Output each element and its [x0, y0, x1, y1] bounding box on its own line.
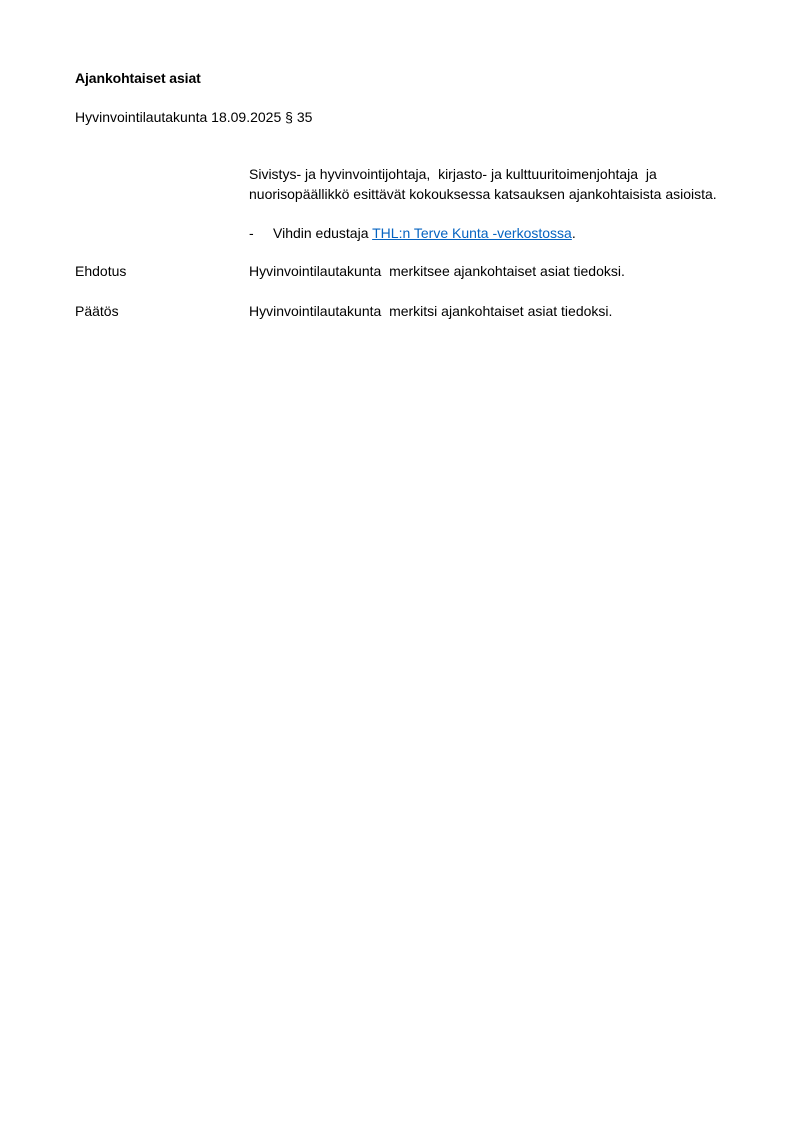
bullet-marker: - [249, 225, 254, 241]
decision-text-paatos: Hyvinvointilautakunta merkitsi ajankohtaiset asiat tiedoksi. [249, 303, 613, 319]
document-heading: Ajankohtaiset asiat [75, 70, 201, 86]
body-paragraph-line: nuorisopäällikkö esittävät kokouksessa katsauksen ajankohtaisista asioista. [249, 186, 717, 202]
bullet-text [273, 223, 576, 243]
decision-text-ehdotus: Hyvinvointilautakunta merkitsee ajankohtaiset asiat tiedoksi. [249, 263, 625, 279]
body-paragraph [249, 164, 754, 204]
bullet-item [249, 223, 576, 243]
terve-kunta-link[interactable]: THL:n Terve Kunta -verkostossa [372, 225, 572, 241]
body-paragraph-line: Sivistys- ja hyvinvointijohtaja, kirjasto- ja kulttuuritoimenjohtaja ja [249, 166, 657, 182]
committee-date-line: Hyvinvointilautakunta 18.09.2025 § 35 [75, 109, 313, 125]
bullet-text-after-link: . [571, 225, 576, 241]
bullet-text-before-link: Vihdin edustaja [273, 225, 373, 241]
decision-label-ehdotus: Ehdotus [75, 263, 127, 279]
decision-label-paatos: Päätös [75, 303, 119, 319]
